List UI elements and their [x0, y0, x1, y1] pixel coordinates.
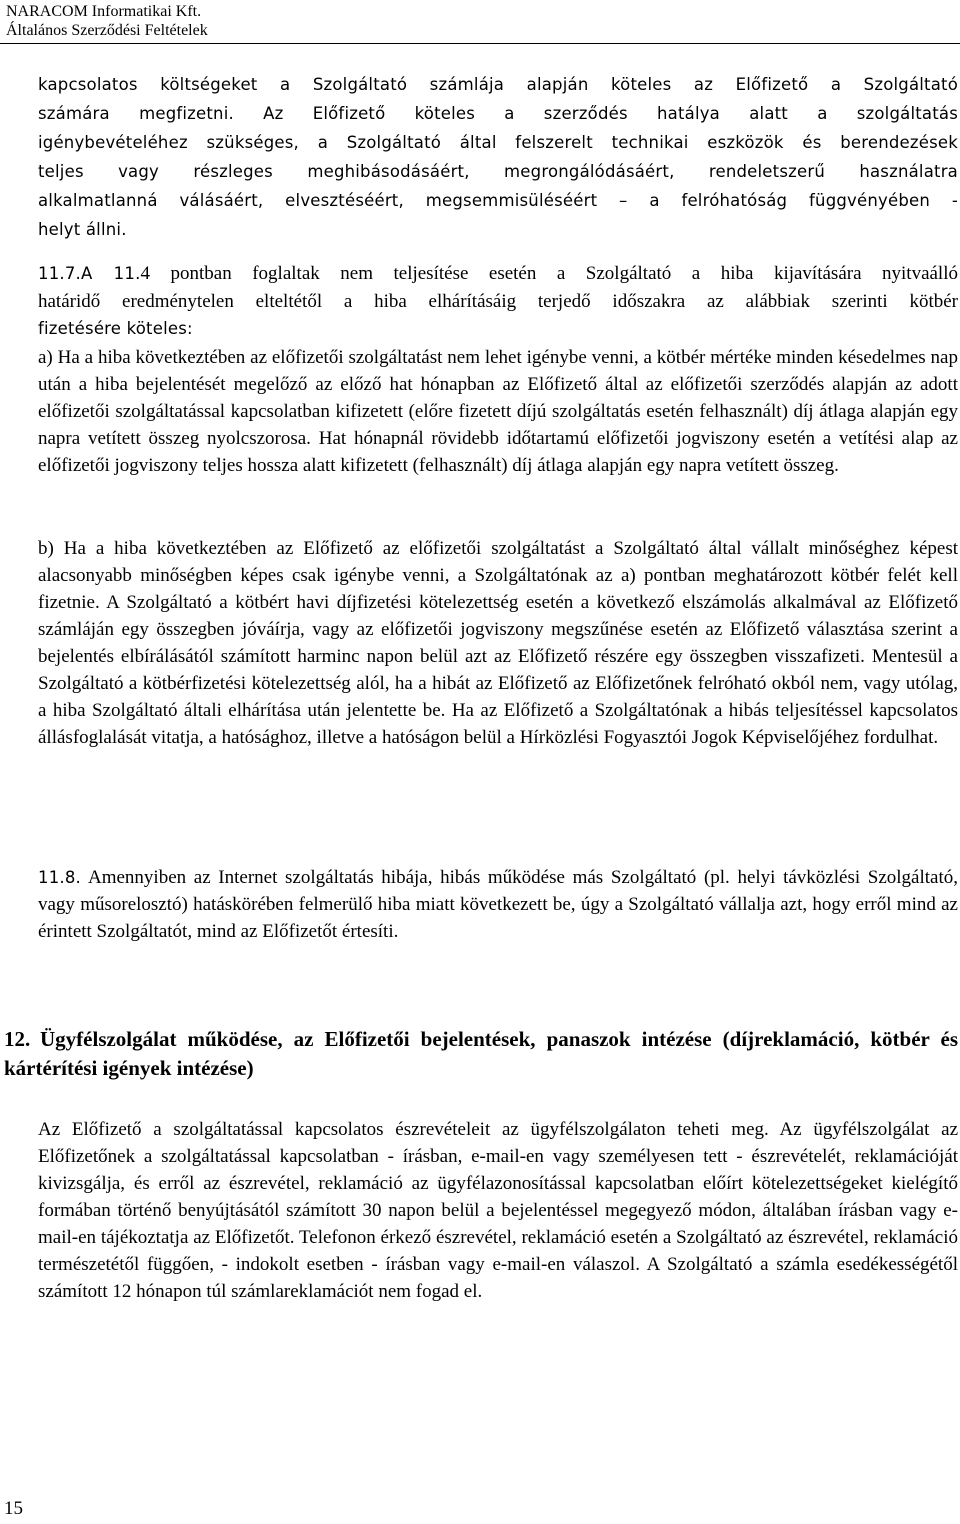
document-title: Általános Szerződési Feltételek	[6, 22, 208, 39]
section-11-8-text: Amennyiben az Internet szolgáltatás hibája, hibás működése más Szolgáltató (pl. helyi távközlési Szolgáltató, vagy műsorelosztó) hatáskörében felmerülő hiba miatt következett be, úgy a Szolgáltató vállalja azt, hogy erről mind az érintett Szolgáltatót, mind az Előfizetőt értesíti.	[38, 867, 958, 942]
section-11-7-lead-line: határidő eredménytelen elteltétől a hiba elhárításáig terjedő időszakra az alábbiak szerinti kötbér	[38, 291, 958, 312]
section-12-heading: Ügyfélszolgálat működése, az Előfizetői bejelentések, panaszok intézése (díjreklamáció, kötbér és kártérítési igények intézése)	[4, 1027, 958, 1080]
intro-line: helyt állni.	[38, 220, 127, 239]
header-divider	[0, 43, 960, 44]
section-number: 12.	[4, 1027, 31, 1051]
section-11-7-lead-text: 4 pontban foglaltak nem teljesítése esetén a Szolgáltató a hiba kijavítására nyitvaálló	[140, 263, 958, 284]
clause-b: b) Ha a hiba következtében az Előfizető az előfizetői szolgáltatást a Szolgáltató által vállalt minőséghez képest alacsonyabb minőségben képes csak igénybe venni, a Szolgáltatónak az a) pontban meghatározott kötbér felét kell fizetnie. A Szolgáltató a kötbért havi díjfizetési kötelezettség esetén a következő elszámolás alkalmával az Előfizető számláján egy összegben jóváírja, vagy az előfizetői jogviszony megszűnése esetén az Előfizető választása szerint a bejelentés elbírálásától számított harminc napon belül azt az Előfizető részére egy összegben visszafizeti. Mentesül a Szolgáltató a kötbérfizetési kötelezettség alól, ha a hibát az Előfizető az Előfizetőnek felróható okból nem, vagy utólag, a hiba Szolgáltató általi elhárítása után jelentette be. Ha az Előfizető a Szolgáltatónak a hibás teljesítéssel kapcsolatos állásfoglalását vitatja, a hatósághoz, illetve a hatóságon belül a Hírközlési Fogyasztói Jogok Képviselőjéhez fordulhat.	[38, 538, 958, 748]
section-11-7-lead-line: fizetésére köteles:	[38, 319, 193, 338]
intro-line	[38, 99, 958, 128]
intro-line: teljes vagy részleges meghibásodásáért, megrongálódásáért, rendeletszerű használatra	[38, 162, 958, 181]
intro-line-part: számára megfizetni.	[38, 104, 264, 123]
section-12-body: Az Előfizető a szolgáltatással kapcsolatos észrevételeit az ügyfélszolgálaton teheti meg. Az ügyfélszolgálat az Előfizetőnek a szolgáltatással kapcsolatban - írásban, e-mail-en vagy személyesen tett - észrevételét, reklamációját kivizsgálja, és erről az észrevétel, reklamáció az ügyfélazonosítással kapcsolatban előírt kötelezettségeket kielégítő formában történő benyújtásától számított 30 napon belül a bejelentéssel megegyező módon, általában írásban vagy e-mail-en tájékoztatja az Előfizetőt. Telefonon érkező észrevétel, reklamáció esetén a Szolgáltató az észrevétel, reklamáció természetétől függően, - indokolt esetben - írásban vagy e-mail-en válaszol. A Szolgáltató a számla esedékességétől számított 12 hónapon túl számlareklamációt nem fogad el.	[38, 1119, 958, 1302]
company-name: NARACOM Informatikai Kft.	[6, 3, 202, 20]
intro-line: alkalmatlanná válásáért, elvesztéséért, megsemmisüléséért – a felróhatóság függvényében -	[38, 191, 958, 210]
clause-a: a) Ha a hiba következtében az előfizetői szolgáltatást nem lehet igénybe venni, a kötbér mértéke minden késedelmes nap után a hiba bejelentését megelőző az előző hat hónapban az Előfizető által az előfizetői szerződés alapján az adott előfizetői szolgáltatással kapcsolatban kifizetett (előre fizetett díjú szolgáltatás esetén felhasznált) díj átlaga alapján egy napra vetített összeg nyolcszorosa. Hat hónapnál rövidebb időtartamú előfizetői jogviszony esetén a vetítési alap az előfizetői jogviszony teljes hossza alatt kifizetett (felhasznált) díj átlaga alapján egy napra vetített összeg.	[38, 347, 958, 476]
intro-line: igénybevételéhez szükséges, a Szolgáltató által felszerelt technikai eszközök és berendezések	[38, 133, 958, 152]
page-number: 15	[4, 1498, 23, 1519]
intro-line: kapcsolatos költségeket a Szolgáltató számlája alapján köteles az Előfizető a Szolgáltató	[38, 75, 958, 94]
section-number: 11.8.	[38, 868, 81, 887]
section-number: 11.7.A 11.	[38, 264, 141, 283]
intro-line-part: Az Előfizető köteles a szerződés hatálya alatt a szolgáltatás	[263, 104, 958, 123]
page-header	[6, 2, 208, 40]
section-11-7-lead	[38, 259, 958, 288]
